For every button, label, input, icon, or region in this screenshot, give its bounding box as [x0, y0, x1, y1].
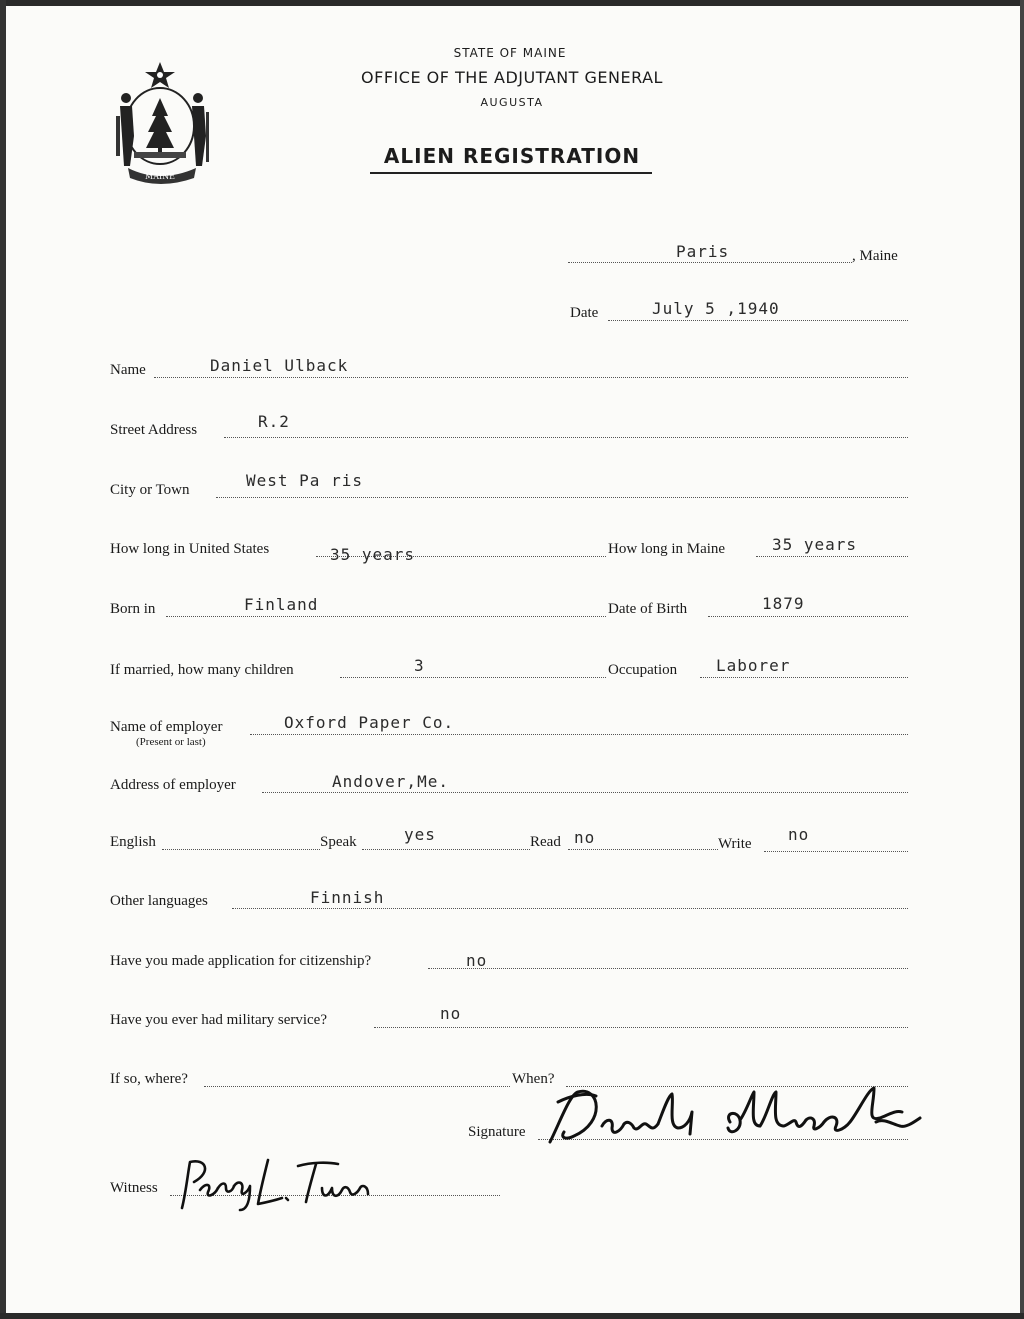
street-line — [224, 437, 908, 438]
us-duration-label: How long in United States — [110, 541, 270, 557]
occupation-value: Laborer — [716, 656, 791, 675]
scan-border-bottom — [0, 1313, 1024, 1319]
place-line — [568, 262, 852, 263]
employer-line — [250, 734, 908, 735]
children-value: 3 — [414, 656, 425, 675]
speak-line — [362, 849, 530, 850]
witness-signature — [172, 1152, 382, 1214]
date-line — [608, 320, 908, 321]
street-value: R.2 — [258, 412, 290, 431]
city-label: City or Town — [110, 482, 190, 498]
name-line — [154, 377, 908, 378]
other-languages-line — [232, 908, 908, 909]
citizenship-line — [428, 968, 908, 969]
employer-label: Name of employer — [110, 719, 223, 735]
header-office: OFFICE OF THE ADJUTANT GENERAL — [361, 68, 663, 87]
employer-value: Oxford Paper Co. — [284, 713, 455, 732]
citizenship-value: no — [466, 951, 488, 970]
header-city: AUGUSTA — [480, 96, 544, 109]
children-label: If married, how many children — [110, 662, 294, 678]
city-value: West Pa ris — [246, 471, 363, 490]
english-line — [162, 849, 320, 850]
when-label: When? — [512, 1071, 555, 1087]
form-title: ALIEN REGISTRATION — [383, 144, 641, 168]
street-label: Street Address — [110, 422, 198, 438]
write-line — [764, 851, 908, 852]
write-value: no — [788, 825, 810, 844]
where-line — [204, 1086, 510, 1087]
employer-address-line — [262, 792, 908, 793]
header-state: STATE OF MAINE — [453, 46, 567, 60]
other-languages-label: Other languages — [110, 893, 208, 909]
place-value: Paris — [676, 242, 730, 261]
witness-label: Witness — [110, 1180, 158, 1196]
where-label: If so, where? — [110, 1071, 188, 1087]
citizenship-label: Have you made application for citizenship? — [110, 953, 372, 969]
dob-value: 1879 — [762, 594, 805, 613]
maine-duration-label: How long in Maine — [608, 541, 726, 557]
born-line — [166, 616, 606, 617]
english-label: English — [110, 834, 156, 850]
occupation-label: Occupation — [608, 662, 678, 678]
read-label: Read — [530, 834, 561, 850]
maine-duration-line — [756, 556, 908, 557]
employer-address-label: Address of employer — [110, 777, 236, 793]
occupation-line — [700, 677, 908, 678]
applicant-signature — [540, 1082, 930, 1150]
title-underline — [370, 172, 652, 174]
date-label: Date — [570, 305, 599, 321]
write-label: Write — [718, 836, 752, 852]
read-line — [568, 849, 718, 850]
scan-border-left — [0, 0, 6, 1319]
read-value: no — [574, 828, 596, 847]
speak-label: Speak — [320, 834, 357, 850]
born-label: Born in — [110, 601, 156, 617]
date-value: July 5 ,1940 — [652, 299, 780, 318]
born-value: Finland — [244, 595, 319, 614]
military-label: Have you ever had military service? — [110, 1012, 327, 1028]
employer-sublabel: (Present or last) — [136, 736, 206, 748]
military-value: no — [440, 1004, 462, 1023]
city-line — [216, 497, 908, 498]
name-label: Name — [110, 362, 146, 378]
scan-border-top — [0, 0, 1024, 6]
military-line — [374, 1027, 908, 1028]
signature-label: Signature — [468, 1124, 526, 1140]
seal-motto: MAINE — [145, 172, 175, 181]
children-line — [340, 677, 606, 678]
speak-value: yes — [404, 825, 436, 844]
dob-label: Date of Birth — [608, 601, 688, 617]
maine-duration-value: 35 years — [772, 535, 858, 554]
place-suffix: , Maine — [852, 248, 898, 264]
scan-border-right — [1020, 0, 1024, 1319]
dob-line — [708, 616, 908, 617]
name-value: Daniel Ulback — [210, 356, 349, 375]
other-languages-value: Finnish — [310, 888, 385, 907]
us-duration-value: 35 years — [330, 545, 416, 564]
employer-address-value: Andover,Me. — [332, 772, 449, 791]
